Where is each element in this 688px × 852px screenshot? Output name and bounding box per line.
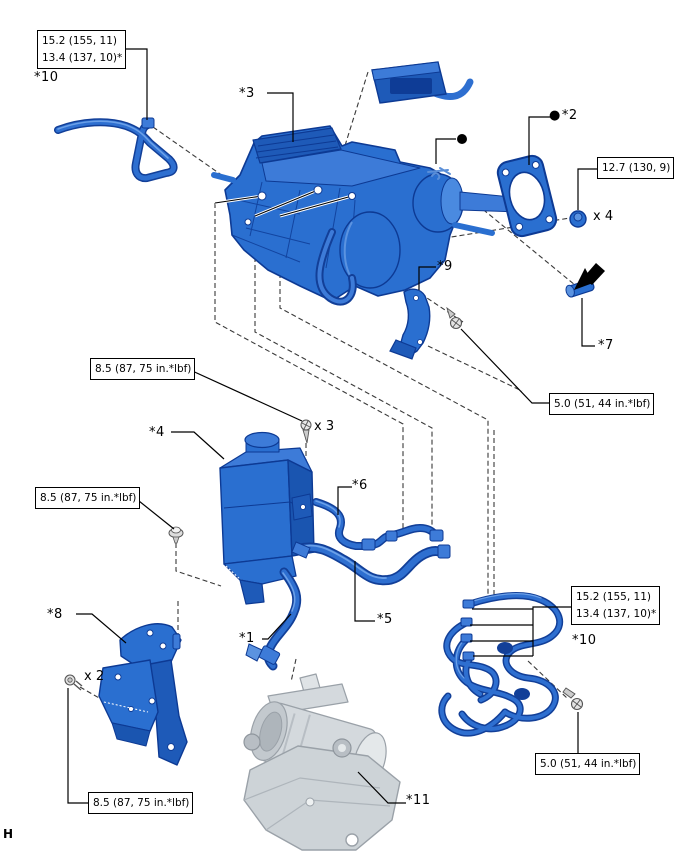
pipe-union-1 <box>463 600 474 608</box>
callout-part3: *3 <box>239 86 255 101</box>
gasket <box>495 154 558 239</box>
leader-box-85-top <box>188 369 302 421</box>
brake-actuator-assembly <box>214 126 538 302</box>
torque-box-bracket-bolt <box>88 792 193 814</box>
torque-value: 8.5 (87, 75 in.*lbf) <box>95 363 192 375</box>
screw-clamp-mid <box>447 308 462 329</box>
connector-face <box>390 78 432 94</box>
torque-value: 8.5 (87, 75 in.*lbf) <box>40 492 137 504</box>
leader-clip-bullet <box>436 139 456 164</box>
leader-star4 <box>171 432 224 459</box>
torque-value: 8.5 (87, 75 in.*lbf) <box>93 797 190 809</box>
callout-part9: *9 <box>437 259 453 274</box>
torque-box-top-left <box>37 30 126 69</box>
wire-harness-connector <box>372 62 470 103</box>
mounting-bracket-8 <box>99 624 187 765</box>
callout-part6: *6 <box>352 478 368 493</box>
qty-x2: x 2 <box>84 669 105 684</box>
port-c <box>349 193 356 200</box>
brake-line-10-left <box>58 118 174 178</box>
screw-clamp-bottom <box>563 688 583 710</box>
callout-part4: *4 <box>149 425 165 440</box>
leader-nut-box <box>578 169 597 210</box>
screw-x3 <box>301 420 311 443</box>
torque-value: 13.4 (137, 10)* <box>42 52 123 64</box>
torque-value: 5.0 (51, 44 in.*lbf) <box>540 758 637 770</box>
non-reusable-bullet-icon: ● <box>549 108 561 123</box>
port-a <box>258 192 266 200</box>
reservoir-tank <box>220 433 314 605</box>
callout-part8: *8 <box>47 607 63 622</box>
leader-box-85-bottom <box>68 688 88 803</box>
callout-part10-left: *10 <box>34 70 59 85</box>
torque-box-right <box>571 586 660 625</box>
pipe-clamp-a <box>497 642 513 654</box>
brake-line-bundle-10-right <box>442 594 560 733</box>
mounting-nut <box>570 211 586 227</box>
callout-part1: *1 <box>239 631 255 646</box>
torque-value: 15.2 (155, 11) <box>42 35 117 47</box>
screw-left-85 <box>169 527 183 543</box>
port-b <box>314 186 322 194</box>
dash-hose1-to-gear <box>291 659 296 682</box>
callout-part5: *5 <box>377 612 393 627</box>
torque-box-reservoir-screw <box>90 358 195 380</box>
steering-gear-assembly <box>244 674 400 850</box>
pipe-union-fitting <box>142 118 154 128</box>
pipe-union-4 <box>463 652 474 660</box>
reservoir-cap <box>245 433 279 448</box>
clip-bullet-dot <box>457 134 467 144</box>
pipe-clamp-b <box>514 688 530 700</box>
callout-part11: *11 <box>406 793 431 808</box>
torque-box-clamp-mid <box>549 393 654 415</box>
port-d <box>245 219 251 225</box>
torque-box-left-screw <box>35 487 140 509</box>
leader-star7 <box>582 298 595 346</box>
callout-part10-right: *10 <box>572 633 597 648</box>
page-letter: H <box>3 827 14 841</box>
qty-x4: x 4 <box>593 209 614 224</box>
callout-part2: ●*2 <box>549 108 578 123</box>
pipe-clamp-bracket <box>390 289 430 359</box>
bolt-x2 <box>65 675 82 690</box>
torque-value: 5.0 (51, 44 in.*lbf) <box>554 398 651 410</box>
hose-6 <box>316 501 443 550</box>
dash-below-clamp9 <box>428 346 522 391</box>
torque-box-clamp-bottom <box>535 753 640 775</box>
torque-value: 12.7 (130, 9) <box>602 162 671 174</box>
dash-left-screw-drop <box>176 543 221 586</box>
leader-star8 <box>76 614 126 643</box>
qty-x3: x 3 <box>314 419 335 434</box>
leader-screw-mid-box <box>461 329 549 403</box>
torque-box-nut <box>597 157 674 179</box>
torque-value: 13.4 (137, 10)* <box>576 608 657 620</box>
callout-part7: *7 <box>598 338 614 353</box>
torque-value: 15.2 (155, 11) <box>576 591 651 603</box>
